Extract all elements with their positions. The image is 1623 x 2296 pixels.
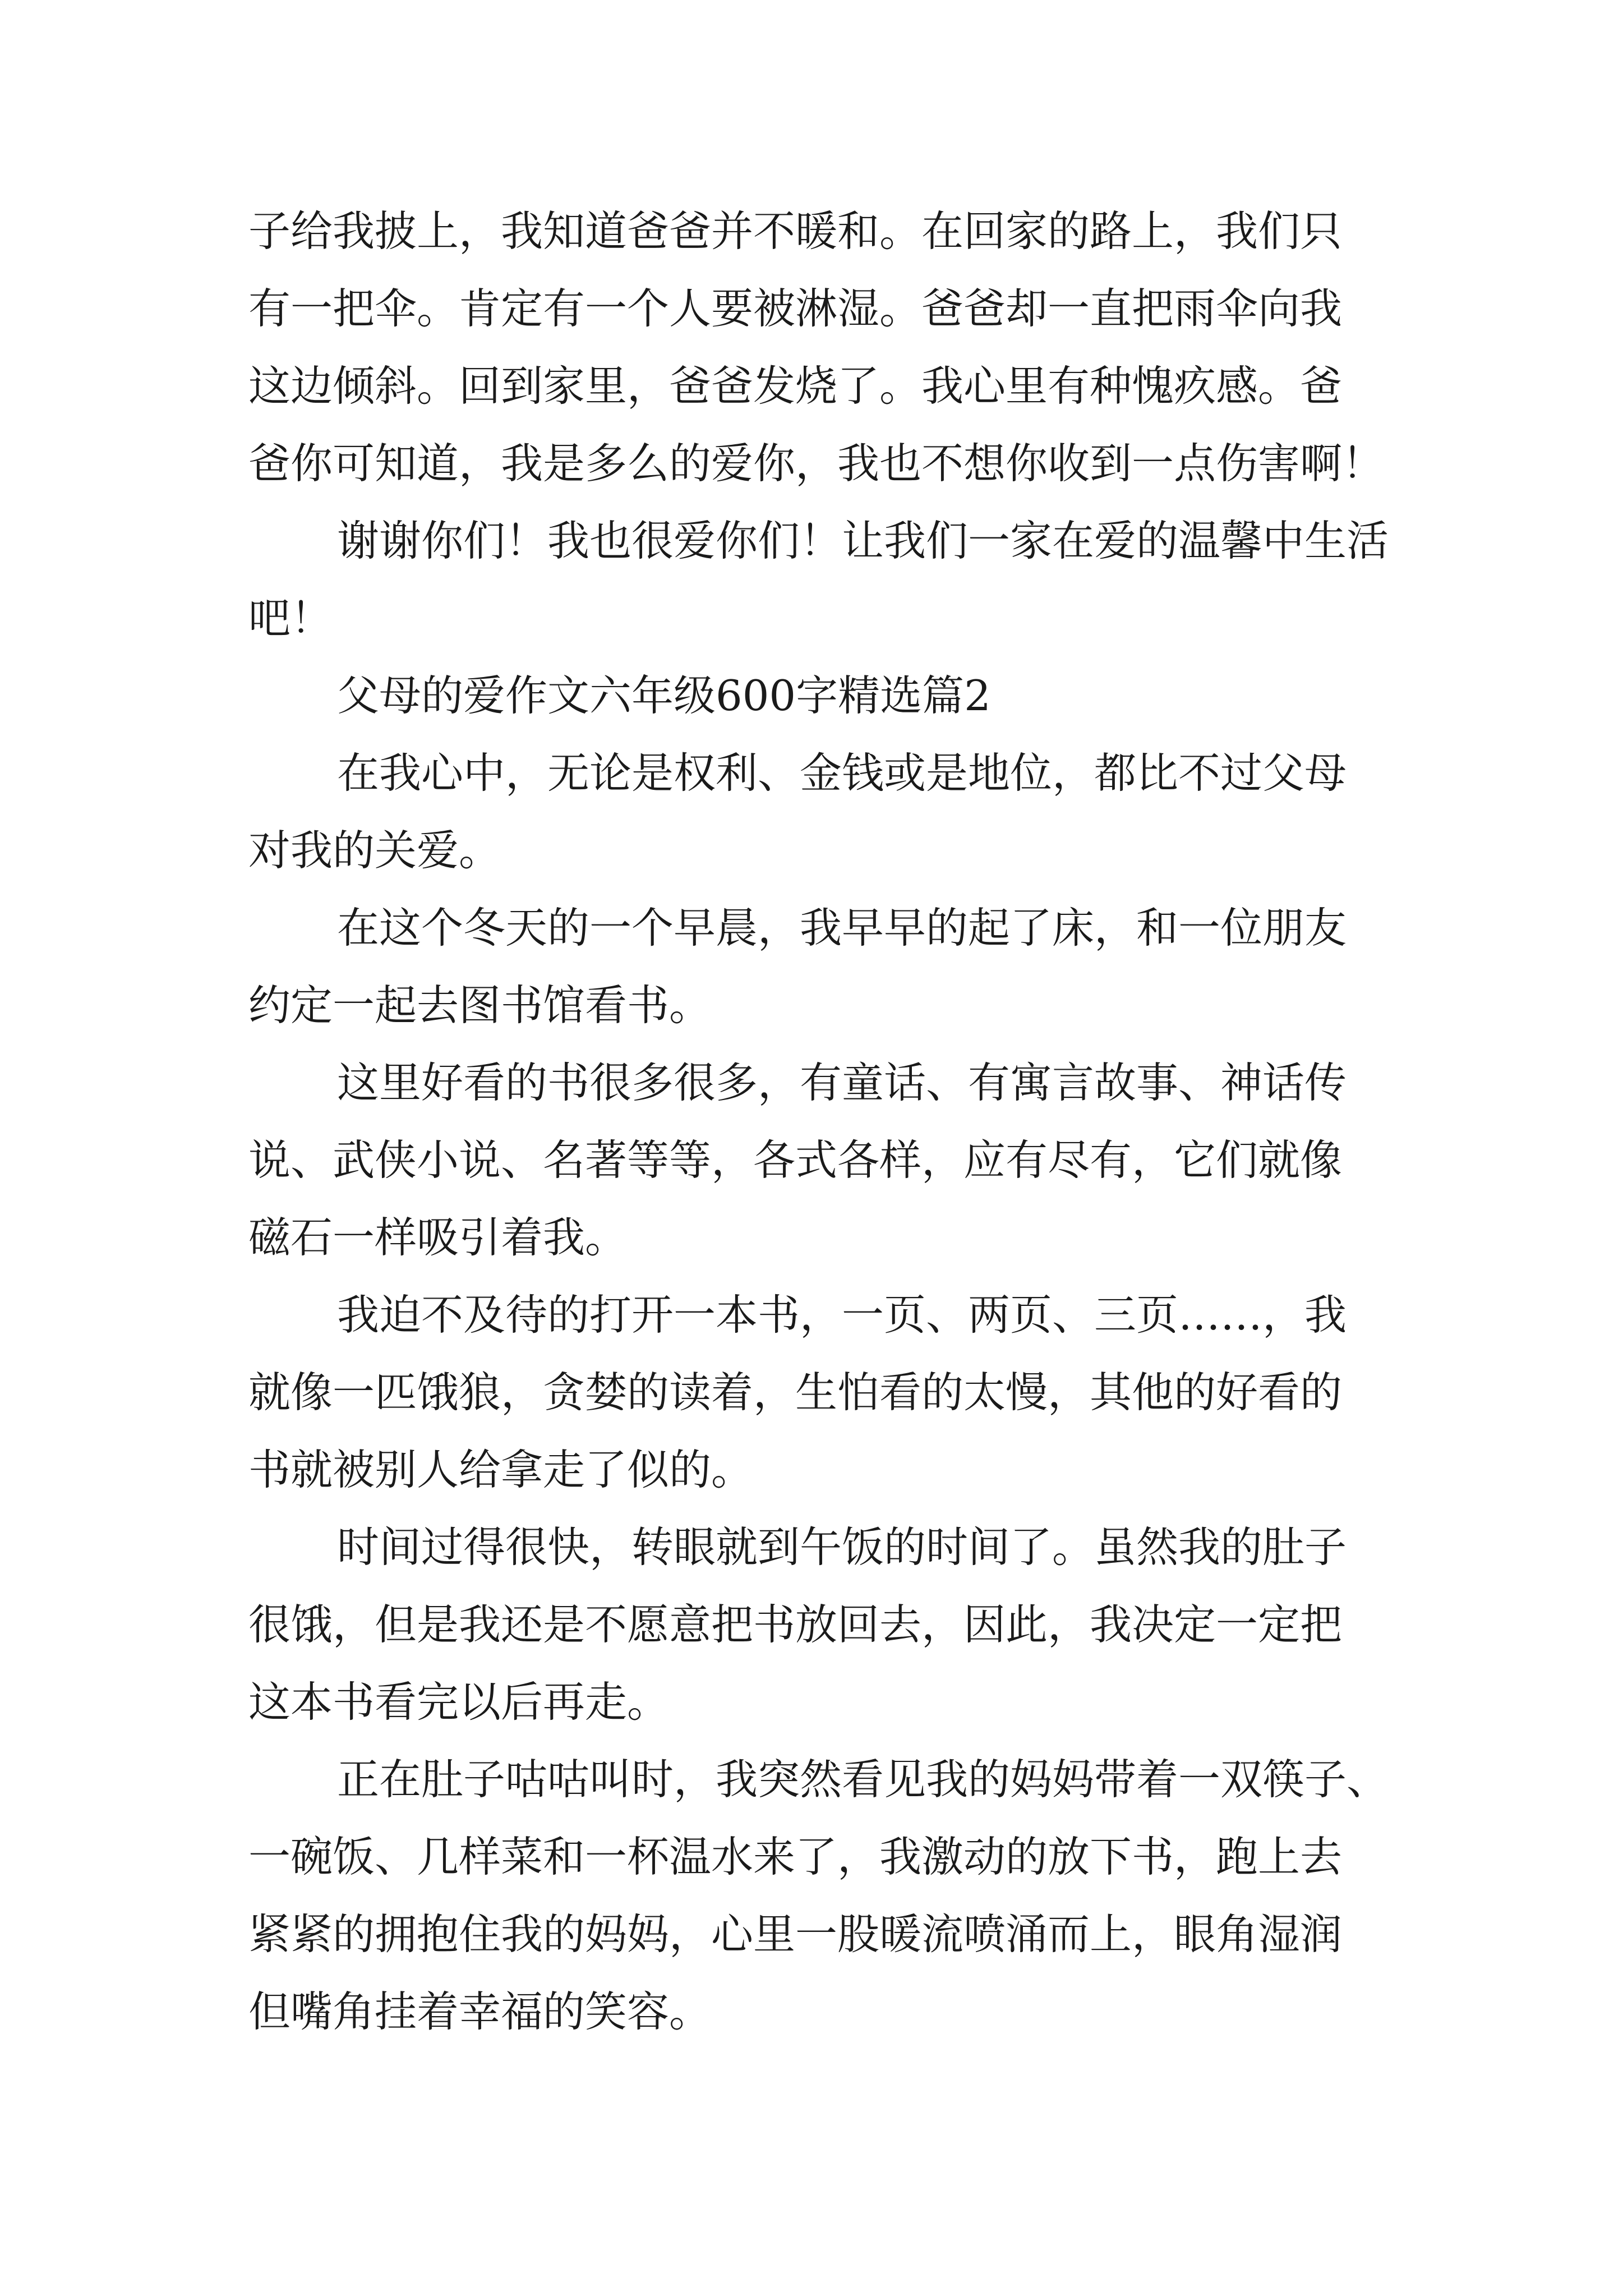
text-line-16: 就像一匹饿狼，贪婪的读着，生怕看的太慢，其他的好看的 (248, 1368, 1343, 1417)
text-line-11: 约定一起去图书馆看书。 (248, 981, 712, 1030)
paragraph-start-1: 在我心中，无论是权利、金钱或是地位，都比不过父母 (337, 748, 1347, 798)
paragraph-start-6: 正在肚子咕咕叫时，我突然看见我的妈妈带着一双筷子、 (337, 1755, 1389, 1804)
paragraph-start-5: 时间过得很快，转眼就到午饭的时间了。虽然我的肚子 (337, 1522, 1347, 1572)
paragraph-start-thanks: 谢谢你们！我也很爱你们！让我们一家在爱的温馨中生活 (337, 516, 1389, 565)
text-line-22: 一碗饭、几样菜和一杯温水来了，我激动的放下书，跑上去 (248, 1832, 1343, 1881)
text-line-14: 磁石一样吸引着我。 (248, 1213, 628, 1262)
section-heading: 父母的爱作文六年级600字精选篇2 (337, 671, 991, 720)
text-line-4: 爸你可知道，我是多么的爱你，我也不想你收到一点伤害啊！ (248, 439, 1385, 488)
text-line-1: 子给我披上，我知道爸爸并不暖和。在回家的路上，我们只 (248, 206, 1343, 256)
text-line-3: 这边倾斜。回到家里，爸爸发烧了。我心里有种愧疚感。爸 (248, 361, 1343, 411)
text-line-23: 紧紧的拥抱住我的妈妈，心里一股暖流喷涌而上，眼角湿润 (248, 1910, 1343, 1959)
text-line-9: 对我的关爱。 (248, 826, 501, 875)
text-line-17: 书就被别人给拿走了似的。 (248, 1445, 754, 1494)
paragraph-start-3: 这里好看的书很多很多，有童话、有寓言故事、神话传 (337, 1058, 1347, 1107)
paragraph-start-4: 我迫不及待的打开一本书，一页、两页、三页……，我 (337, 1290, 1347, 1340)
text-line-2: 有一把伞。肯定有一个人要被淋湿。爸爸却一直把雨伞向我 (248, 284, 1343, 333)
text-line-6: 吧！ (248, 593, 333, 643)
text-line-24: 但嘴角挂着幸福的笑容。 (248, 1987, 712, 2036)
paragraph-start-2: 在这个冬天的一个早晨，我早早的起了床，和一位朋友 (337, 903, 1347, 953)
text-line-13: 说、武侠小说、名著等等，各式各样，应有尽有，它们就像 (248, 1135, 1343, 1185)
text-line-19: 很饿，但是我还是不愿意把书放回去，因此，我决定一定把 (248, 1600, 1343, 1649)
text-line-20: 这本书看完以后再走。 (248, 1677, 670, 1727)
